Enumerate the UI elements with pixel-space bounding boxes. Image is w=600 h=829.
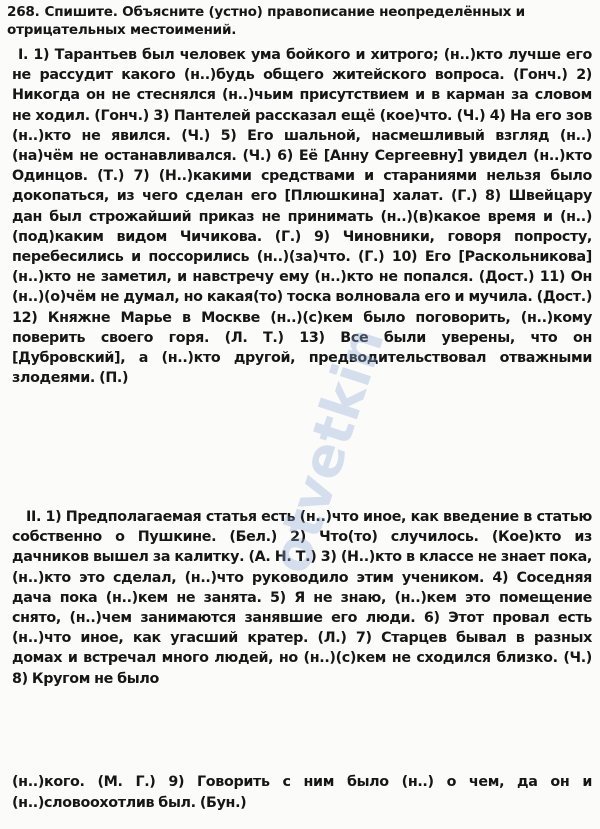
exercise-part-2: II. 1) Предполагаемая статья есть (н..)что иное, как введение в статью собственно о Пушкине. (Бел.) 2) Что(то) случилось. (Кое)кто из дачников вышел за калитку. (А. Н. Т.) 3) (Н..)кто в классе не знает пока, (н..)кто это сделал, (н..)что руководило этим учеником. 4) Соседняя дача пока (н..)кем не занята. 5) Я не знаю, (н..)кем это помещение снято, (н..)чем занимаются занявшие его люди. 6) Этот провал есть (н..)что иное, как угасший кратер. (Л.) 7) Старцев бывал в разных домах и встречал много людей, но (н..)(с)кем не сходился близко. (Ч.) 8) Кругом не было xyxy=(12,509,592,687)
exercise-header xyxy=(7,4,595,40)
exercise-part-2-continuation: (н..)кого. (М. Г.) 9) Говорить с ним было (н..) о чем, да он и (н..)словоохотлив был. (Бун.) xyxy=(12,774,592,811)
site-watermark: otvetkin xyxy=(257,319,397,581)
exercise-part-1: I. 1) Тарантьев был человек ума бойкого и хитрого; (н..)кто лучше его не рассудит какого (н..)будь общего житейского вопроса. (Гонч.) 2) Никогда он не стеснялся (н..)чьим присутствием и в карман за словом не ходил. (Гонч.) 3) Пантелей рассказал ещё (кое)что. (Ч.) 4) На его зов (н..)кто не явился. (Ч.) 5) Его шальной, насмешливый взгляд (н..)(на)чём не останавливался. (Ч.) 6) Её [Анну Сергеевну] увидел (н..)кто Одинцов. (Т.) 7) (Н..)какими средствами и стараниями нельзя было докопаться, из чего сделан его [Плюшкина] халат. (Г.) 8) Швейцару дан был строжайший приказ не принимать (н..)(в)какое время и (н..)(под)каким видом Чичикова. (Г.) 9) Чиновники, говоря попросту, перебесились и поссорились (н..)(за)что. (Г.) 10) Его [Раскольникова] (н..)кто не заметил, и навстречу ему (н..)кто не попался. (Дост.) 11) Он (н..)(о)чём не думал, но какая(то) тоска волновала его и мучила. (Дост.) 12) Княжне Марье в Москве (н..)(с)кем было поговорить, (н..)кому поверить своего горя. (Л. Т.) 13) Все были уверены, что он [Дубровский], а (н..)кто другой, предводительствовал отважными злодеями. (П.) xyxy=(12,47,592,387)
exercise-instruction: Спишите. Объясните (устно) правописание неопределённых и отрицательных местоимений. xyxy=(7,4,525,38)
exercise-number: 268. xyxy=(7,4,40,20)
